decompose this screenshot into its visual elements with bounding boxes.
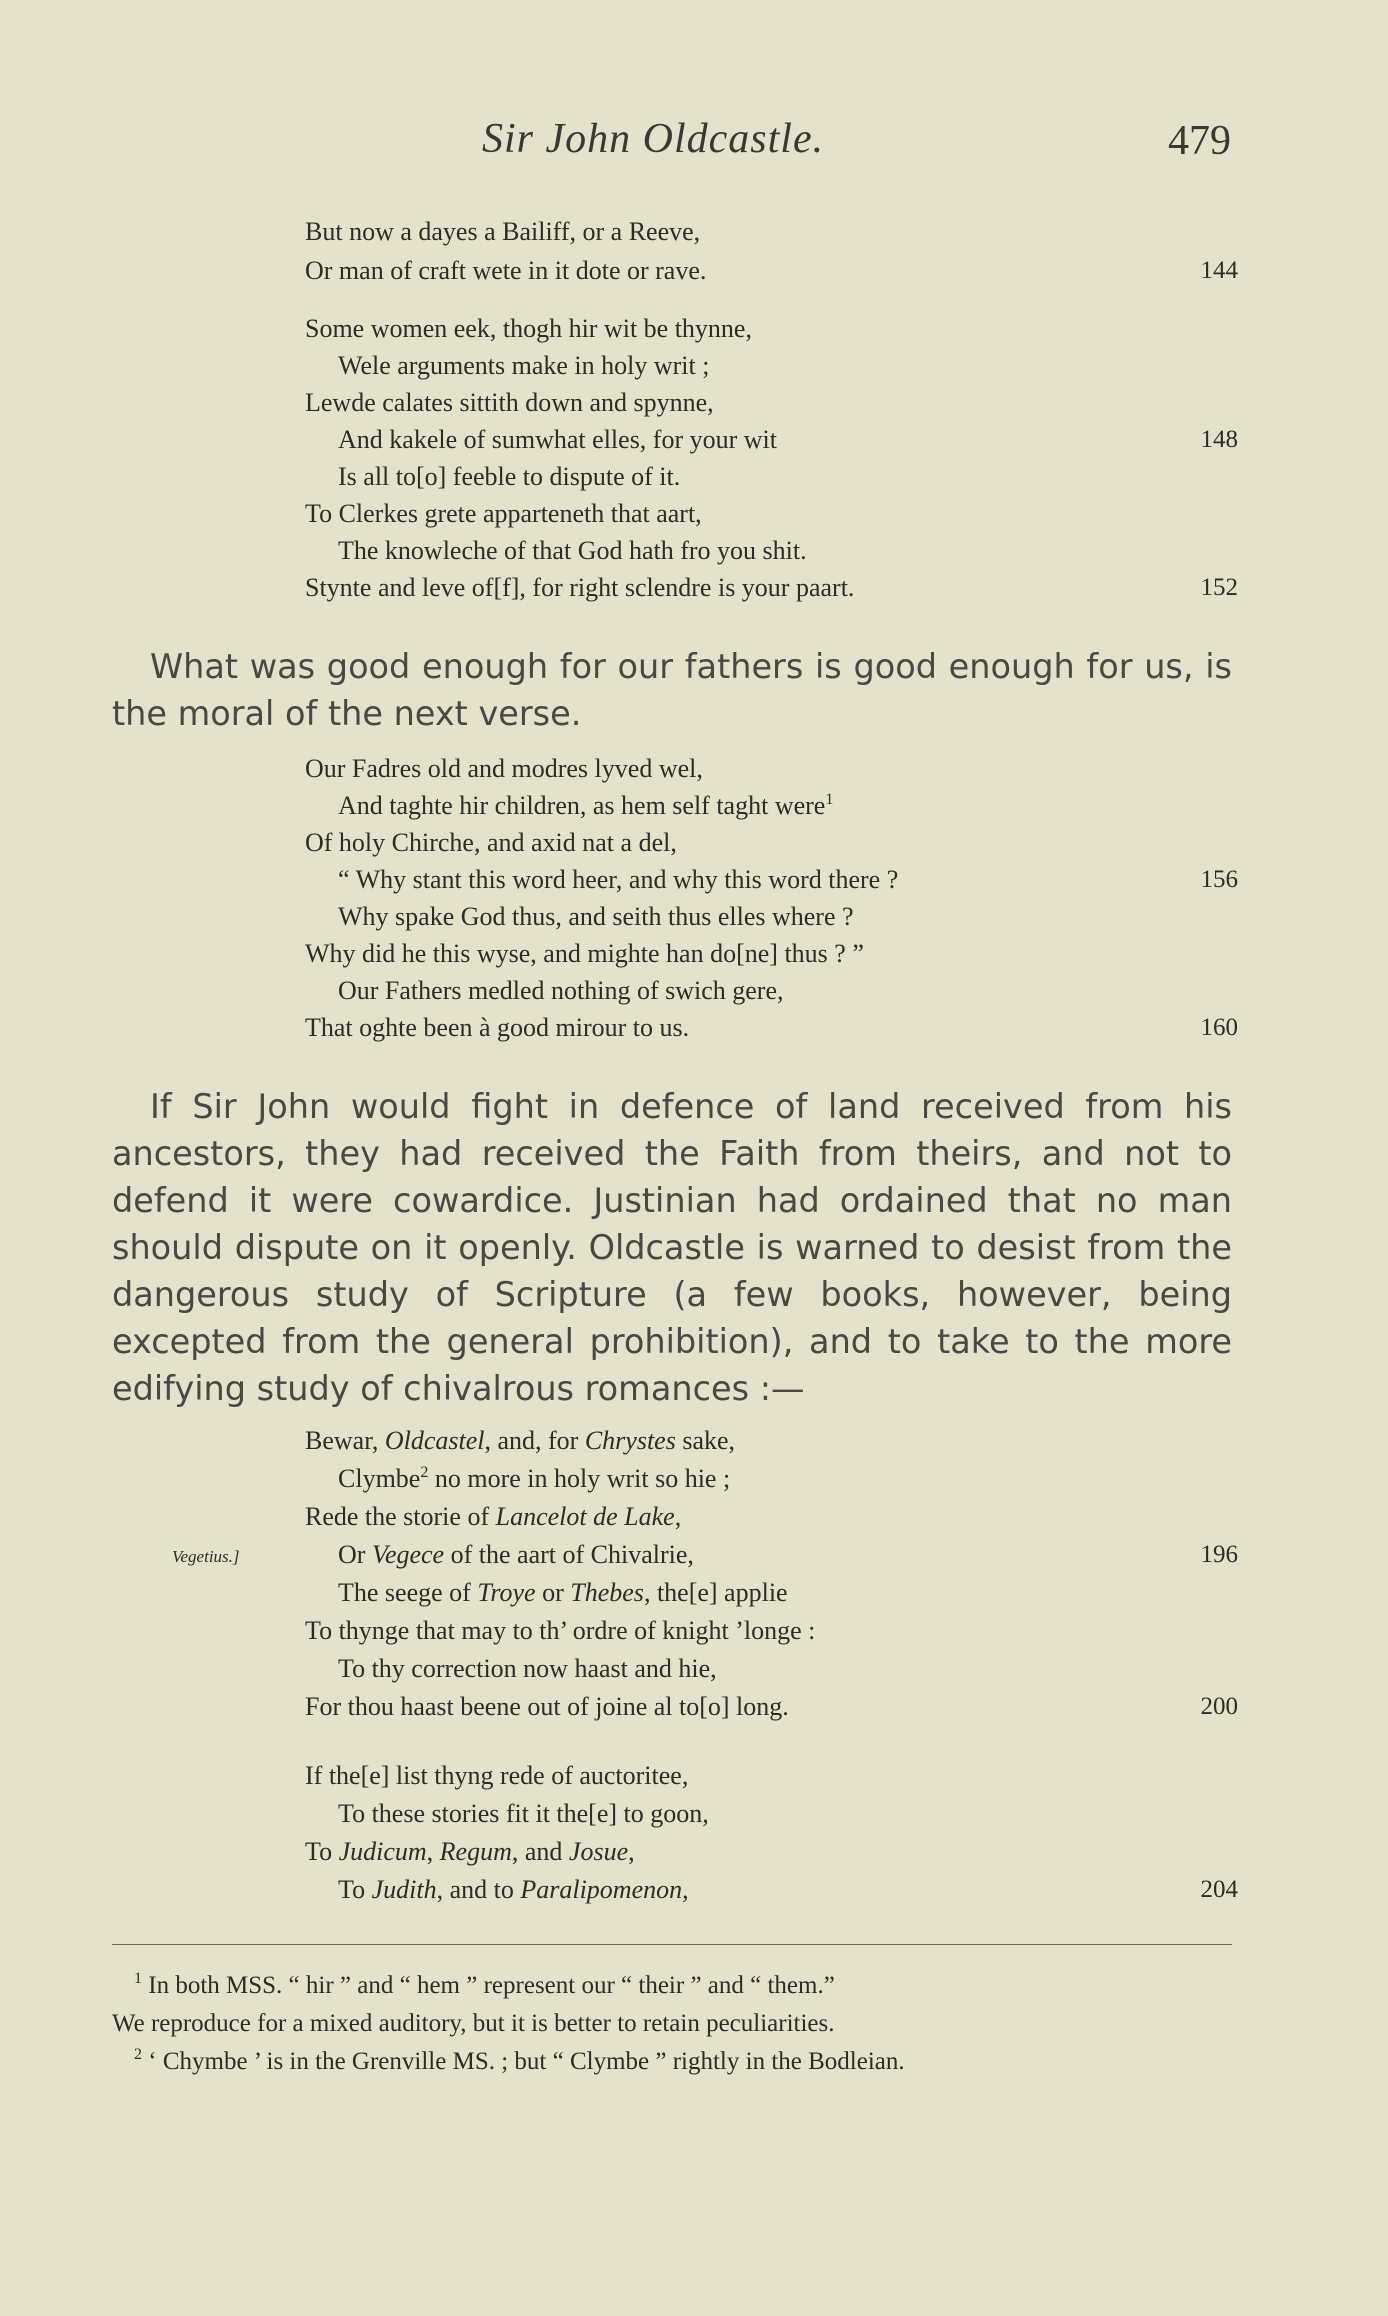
line-number: 156 (1200, 866, 1238, 893)
verse-line: If the[e] list thyng rede of auctoritee, (305, 1761, 689, 1790)
verse-line: “ Why stant this word heer, and why this word there ? 156 (0, 861, 1388, 899)
marginal-note: Vegetius.] (172, 1547, 240, 1566)
verse-line: Of holy Chirche, and axid nat a del, (305, 828, 677, 857)
verse-line: Lewde calates sittith down and spynne, (305, 388, 714, 417)
verse-line: Wele arguments make in holy writ ; (338, 351, 710, 380)
line-number: 160 (1200, 1014, 1238, 1041)
verse-line: For thou haast beene out of joine al to[o] long. 200 (0, 1688, 1388, 1726)
verse-line: That oghte been à good mirour to us. 160 (0, 1009, 1388, 1047)
verse-line: Our Fadres old and modres lyved wel, (305, 754, 703, 783)
line-number: 196 (1200, 1541, 1238, 1568)
running-title: Sir John Oldcastle. (482, 116, 825, 162)
prose-paragraph-1: What was good enough for our fathers is good enough for us, is the moral of the next verse. (112, 647, 1232, 733)
verse-line: To Judith, and to Paralipomenon, 204 (0, 1871, 1388, 1909)
verse-line: To thy correction now haast and hie, (338, 1654, 717, 1683)
verse-line: And kakele of sumwhat elles, for your wit 148 (0, 421, 1388, 459)
verse-line: To Clerkes grete apparteneth that aart, (305, 499, 702, 528)
footnote-mark: 2 (420, 1464, 429, 1481)
page-header (0, 115, 1388, 175)
footnote-2: $^2$ ‘ Chymbe ’ is in the Grenville MS. ; but “ Clymbe ” rightly in the Bodleian. (134, 2046, 905, 2075)
footnote-1: $^1$ In both MSS. “ hir ” and “ hem ” represent our “ their ” and “ them.” (134, 1970, 835, 1999)
page-number: 479 (1168, 118, 1231, 164)
verse-line: Clymbe$^2$ no more in holy writ so hie ; (338, 1464, 731, 1493)
verse-line: Vegetius.] Or Vegece of the aart of Chivalrie, 196 (0, 1536, 1388, 1574)
verse-line: Or man of craft wete in it dote or rave. 144 (0, 252, 1388, 290)
footnote-1-continued: We reproduce for a mixed auditory, but it is better to retain peculiarities. (112, 2010, 835, 2037)
verse-line: To these stories fit it the[e] to goon, (338, 1799, 709, 1828)
verse-line: Is all to[o] feeble to dispute of it. (338, 462, 681, 491)
line-number: 148 (1200, 426, 1238, 453)
line-number: 200 (1200, 1693, 1238, 1720)
verse-line: The seege of Troye or Thebes, the[e] applie (338, 1578, 788, 1607)
footnote-divider (112, 1944, 1232, 1945)
verse-line: To thynge that may to th’ ordre of knight ’longe : (305, 1616, 816, 1645)
verse-line: To Judicum, Regum, and Josue, (305, 1837, 635, 1866)
verse-line: Why did he this wyse, and mighte han do[ne] thus ? ” (305, 939, 864, 968)
prose-paragraph-2: If Sir John would fight in defence of land received from his ancestors, they had received the Faith from theirs, and not to defend it were cowardice. Justinian had ordained that no man should dispute on it openly. Oldcastle is warned to desist from the dangerous study of Scripture (a few books, however, being excepted from the general prohibition), and to take to the more edifying study of chivalrous romances :— (112, 1087, 1232, 1408)
verse-line: Some women eek, thogh hir wit be thynne, (305, 314, 752, 343)
verse-line: Bewar, Oldcastel, and, for Chrystes sake, (305, 1426, 736, 1455)
verse-line: Our Fathers medled nothing of swich gere, (338, 976, 784, 1005)
verse-line: And taghte hir children, as hem self taght were$^1$ (338, 791, 834, 820)
line-number: 144 (1200, 257, 1238, 284)
verse-line: The knowleche of that God hath fro you shit. (338, 536, 807, 565)
verse-line: Why spake God thus, and seith thus elles where ? (338, 902, 854, 931)
footnote-mark: 1 (825, 791, 834, 808)
footnotes (112, 1967, 1232, 2081)
verse-line: But now a dayes a Bailiff, or a Reeve, (305, 217, 701, 246)
line-number: 204 (1200, 1876, 1238, 1903)
line-number: 152 (1200, 574, 1238, 601)
verse-line: Stynte and leve of[f], for right sclendre is your paart. 152 (0, 569, 1388, 607)
verse-line: Rede the storie of Lancelot de Lake, (305, 1502, 682, 1531)
